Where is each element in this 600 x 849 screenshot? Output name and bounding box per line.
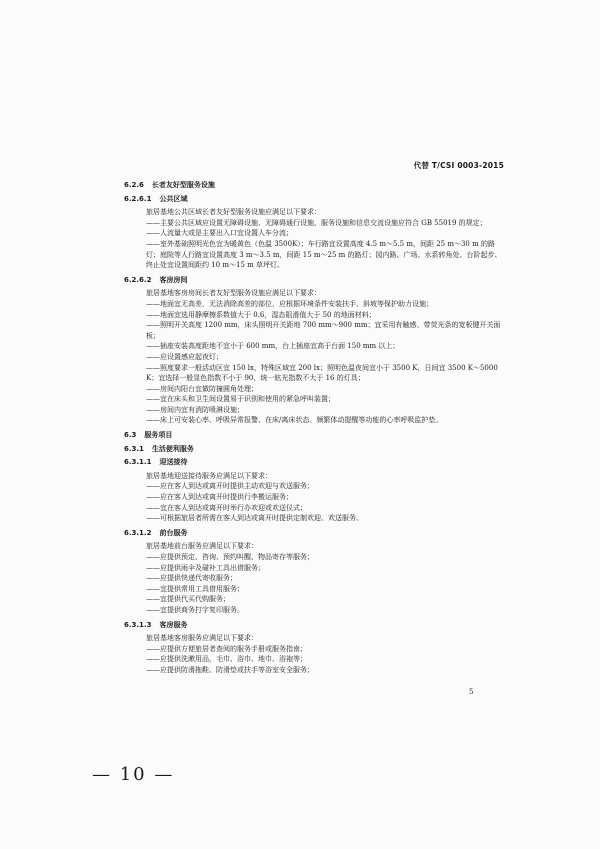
section-heading [124,528,508,539]
list-item-text: 应提供预定、咨询、预约叫醒、物品寄存等服务； [160,553,314,561]
list-item [146,605,508,616]
list-item [146,405,508,416]
dash-bullet: —— [146,482,160,491]
document-body [124,178,508,680]
section-heading [124,180,508,191]
list-item [146,552,508,563]
list-item-text: 房间内阳台宜做防撞圆角处理； [160,384,258,393]
list-item-text: 应提供洗漱用品，毛巾、浴巾、地巾、浴袍等； [160,655,307,664]
dash-bullet: —— [146,405,160,414]
dash-bullet: —— [146,342,160,351]
dash-bullet: —— [146,299,160,308]
list-item-text: 地面宜无高差，无法消除高差的部位，应根据环境条件安装扶手、斜坡等保护助力设施； [160,299,433,308]
dash-bullet: —— [146,493,160,502]
page-number: 5 [469,688,474,696]
list-item [146,310,508,321]
section-title: 公共区域 [159,194,188,203]
section-title: 前台服务 [159,528,188,537]
section-heading [124,457,508,468]
standard-code-header: 代替 T/CSI 0003-2015 [413,161,504,170]
list-item-text: 应提供防滑拖鞋、防滑垫或扶手等浴室安全服务； [160,665,314,674]
dash-bullet: —— [146,310,160,319]
list-item-text: 宜提供代买代购服务； [160,595,230,604]
list-item-text: 照度要求一般活动区宜 150 lx，特殊区域宜 200 lx；照明色温夜间宜小于 3500 K，日间宜 3500 K～5000 K；宜选择一般显色指数不小于 90、统一眩光指数不大于 16 的灯具； [146,363,498,383]
section-heading [124,620,508,631]
list-item [146,584,508,595]
requirement-intro: 旅居基地公共区域长者友好型服务设施应满足以下要求： [146,208,321,217]
list-item [146,654,508,665]
section-number: 6.2.6.1 [124,194,152,203]
list-item [146,665,508,676]
section-title: 生活便利服务 [151,444,194,453]
list-item [146,384,508,395]
list-item [146,299,508,310]
list-item-text: 插座安装高度距地不宜小于 600 mm，台上插座宜高于台面 150 mm 以上； [160,342,400,351]
dash-bullet: —— [146,665,160,674]
dash-bullet: —— [146,321,160,330]
list-item-text: 应提供雨伞及碰补工具出借服务； [160,563,265,572]
list-item [146,415,508,426]
section-number: 6.3.1 [124,444,144,453]
dash-bullet: —— [146,503,160,512]
list-item [146,594,508,605]
list-item-text: 应设置感应起夜灯； [160,352,223,361]
section-title: 长者友好型服务设施 [151,181,215,189]
list-item-text: 地面宜选用静摩擦系数值大于 0.6，湿态阻滑值大于 50 的地面材料； [160,310,376,319]
list-item [146,503,508,514]
dash-bullet: —— [146,644,160,653]
section-number: 6.2.6.2 [124,275,152,284]
list-item-text: 可根据旅居者所需在客人到达或离开时提供定制欢迎、欢送服务。 [160,514,363,523]
list-item-text: 应在客人到达或离开时提供行李搬运服务； [160,493,293,502]
list-item-text: 宜提供常用工具借用服务； [160,584,244,593]
requirement-list [124,552,508,616]
dash-bullet: —— [146,352,160,361]
requirement-list [124,218,508,271]
list-item [146,573,508,584]
section-title: 客房服务 [159,620,188,629]
list-item-text: 人流量大或是主要出入口宜设置人车分流； [160,229,293,238]
list-item-text: 宜在床头和卫生间设置易于识别和使用的紧急呼叫装置； [160,395,335,404]
list-item [146,513,508,524]
dash-bullet: —— [146,229,160,238]
list-item-text: 房间内宜有消防喷淋设施； [160,405,244,414]
dash-bullet: —— [146,605,160,614]
list-item [146,341,508,352]
dash-bullet: —— [146,218,160,227]
requirement-intro: 旅居基地客房服务应满足以下要求： [146,634,258,643]
requirement-intro: 旅居基地迎送接待服务应满足以下要求： [146,471,272,480]
dash-bullet: —— [146,574,160,583]
dash-bullet: —— [146,584,160,593]
requirement-list [124,644,508,676]
list-item-text: 主要公共区域应设置无障碍设施、无障碍通行设施、服务设施和信息交流设施应符合 GB 55019 的规定； [160,218,487,227]
list-item-text: 应在客人到达或离开时提供主动欢迎与欢送服务； [160,482,314,491]
requirement-intro: 旅居基地前台服务应满足以下要求： [146,542,258,551]
section-heading [124,430,508,441]
list-item-text: 床上可安装心率、呼吸异常报警、在床/离床状态、频繁体动提醒等功能的心率呼吸监护垫。 [160,416,443,425]
dash-bullet: —— [146,595,160,604]
list-item [146,644,508,655]
section-title: 迎送接待 [159,458,188,467]
list-item [146,492,508,503]
list-item-text: 应提供方便旅居者查阅的服务手册或服务指南； [160,644,307,653]
list-item [146,394,508,405]
list-item-text: 宜在客人到达或离开时举行办欢迎或欢送仪式； [160,503,307,512]
dash-bullet: —— [146,395,160,404]
dash-bullet: —— [146,563,160,572]
requirement-list [124,481,508,523]
dash-bullet: —— [146,239,160,248]
dash-bullet: —— [146,416,160,425]
requirement-intro: 旅居基地客房房间长者友好型服务设施应满足以下要求： [146,289,321,298]
footer-page-number: — 10 — [92,764,175,785]
list-item-text: 室外基础照明光色宜为暖黄色（色温 3500K）；车行路宜设置高度 4.5 m～5.5 m，间距 25 m～30 m 的路灯；庭院等人行路宜设置高度 3 m～3.5 m，间距 15 m～25 m 的路灯；园内路、广场、水系转角处、台阶起步、终止处宜设置间距约 10 m～15 m 草坪灯。 [146,239,502,270]
list-item-text: 照明开关高度 1200 mm，床头照明开关距地 700 mm～900 mm；宜采用有触感、带荧光条的宽板键开关面板； [146,321,501,340]
section-title: 客房房间 [159,275,188,284]
dash-bullet: —— [146,553,160,561]
section-heading [124,444,508,455]
list-item [146,563,508,574]
section-heading [124,194,508,205]
section-number: 6.3.1.3 [124,620,152,629]
dash-bullet: —— [146,514,160,523]
list-item [146,320,508,341]
list-item [146,218,508,229]
section-heading [124,275,508,286]
section-number: 6.3.1.2 [124,528,152,537]
dash-bullet: —— [146,363,160,372]
list-item-text: 应提供快递代寄收服务； [160,574,237,583]
section-number: 6.2.6 [124,181,144,189]
list-item [146,363,508,384]
list-item [146,352,508,363]
list-item-text: 宜提供商务打字复印服务。 [160,605,244,614]
requirement-list [124,299,508,426]
section-number: 6.3 [124,431,137,440]
list-item [146,228,508,239]
dash-bullet: —— [146,384,160,393]
section-title: 服务项目 [144,431,173,440]
dash-bullet: —— [146,655,160,664]
list-item [146,481,508,492]
list-item [146,239,508,271]
section-number: 6.3.1.1 [124,458,152,467]
